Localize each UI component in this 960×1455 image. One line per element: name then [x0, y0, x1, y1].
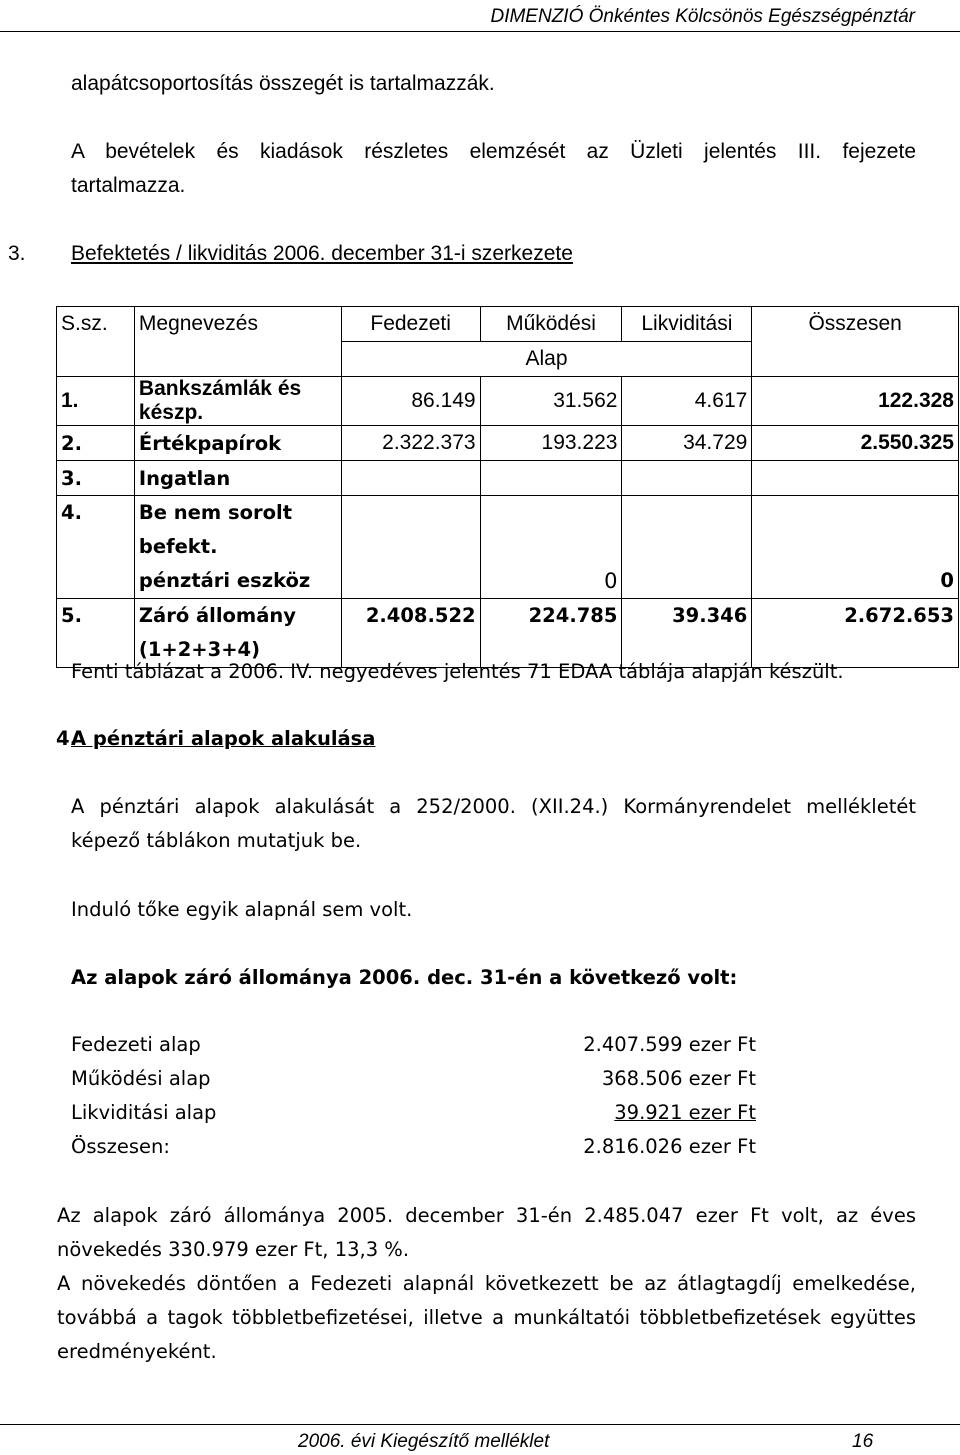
cell-mukodesi: 31.562 [480, 377, 622, 426]
row-no: 3. [57, 461, 135, 496]
fund-amount: 368.506 ezer Ft [601, 1067, 756, 1090]
row-name: Bankszámlák és készp. [134, 377, 341, 426]
intro-line-1: alapátcsoportosítás összegét is tartalmazzák. [71, 72, 495, 95]
page-header [0, 0, 960, 32]
page-number: 16 [852, 1431, 874, 1452]
row-name-line2: pénztári eszköz [138, 569, 311, 592]
cell-likviditasi: 34.729 [622, 426, 752, 461]
table-row [57, 426, 959, 461]
table-row [57, 377, 959, 426]
fund-name: Fedezeti alap [71, 1033, 201, 1056]
row-name: Záró állomány [138, 604, 297, 627]
col-subheader-alap: Alap [341, 342, 752, 377]
cell-fedezeti [341, 496, 480, 599]
cell-osszesen: 2.672.653 [752, 599, 959, 668]
cell-osszesen: 122.328 [752, 377, 959, 426]
row-name-line2: (1+2+3+4) [138, 638, 261, 661]
cell-osszesen [752, 461, 959, 496]
table-note: Fenti táblázat a 2006. IV. negyedéves jelentés 71 EDAA táblája alapján készült. [71, 660, 844, 683]
closing-line-2c: eredményeként. [57, 1340, 217, 1363]
cell-fedezeti: 2.408.522 [341, 599, 480, 668]
row-name: Ingatlan [134, 461, 341, 496]
section4-para1a: A pénztári alapok alakulását a 252/2000. (XII.24.) Kormányrendelet mellékletét [71, 795, 916, 818]
intro-line-2a: A bevételek és kiadások részletes elemzését az Üzleti jelentés III. fejezete [71, 140, 916, 163]
row-no: 2. [57, 426, 135, 461]
table-row [57, 496, 959, 599]
footer-title: 2006. évi Kiegészítő melléklet [298, 1431, 550, 1452]
cell-likviditasi [622, 496, 752, 599]
section3-number: 3. [8, 242, 26, 265]
section4-title: A pénztári alapok alakulása [71, 727, 376, 750]
cell-mukodesi: 224.785 [480, 599, 622, 668]
section4-para2: Induló tőke egyik alapnál sem volt. [71, 898, 413, 921]
row-name-cell [134, 496, 341, 599]
investment-table [56, 306, 959, 668]
col-header-mukodesi: Működési [480, 307, 622, 342]
cell-osszesen: 2.550.325 [752, 426, 959, 461]
list-item [71, 1028, 771, 1062]
cell-likviditasi [622, 461, 752, 496]
cell-fedezeti: 2.322.373 [341, 426, 480, 461]
fund-amount: 39.921 ezer Ft [614, 1101, 756, 1124]
table-row [57, 461, 959, 496]
section4-para1b: képező táblákon mutatjuk be. [71, 829, 362, 852]
row-no: 4. [57, 496, 135, 599]
row-name: Be nem sorolt befekt. [138, 501, 293, 558]
section4-number: 4. [56, 727, 77, 750]
list-item [71, 1062, 771, 1096]
fund-name: Likviditási alap [71, 1101, 217, 1124]
col-header-name: Megnevezés [134, 307, 341, 342]
cell-likviditasi: 4.617 [622, 377, 752, 426]
row-name: Értékpapírok [134, 426, 341, 461]
cell-mukodesi: 193.223 [480, 426, 622, 461]
list-item [71, 1130, 771, 1164]
section4-subheading: Az alapok záró állománya 2006. dec. 31-én a következő volt: [71, 966, 738, 989]
cell-fedezeti: 86.149 [341, 377, 480, 426]
closing-line-2b: továbbá a tagok többletbefizetései, illetve a munkáltatói többletbefizetések együttes [57, 1306, 916, 1329]
footer-rule [0, 1424, 960, 1425]
col-header-no: S.sz. [57, 307, 135, 342]
row-no: 5. [57, 599, 135, 668]
header-title: DIMENZIÓ Önkéntes Kölcsönös Egészségpénztár [490, 6, 915, 27]
cell-fedezeti [341, 461, 480, 496]
col-header-likviditasi: Likviditási [622, 307, 752, 342]
row-no: 1. [57, 377, 135, 426]
cell-mukodesi [480, 461, 622, 496]
fund-amount: 2.816.026 ezer Ft [583, 1135, 756, 1158]
section3-title: Befektetés / likviditás 2006. december 31-i szerkezete [71, 242, 573, 265]
closing-line-2a: A növekedés döntően a Fedezeti alapnál következett be az átlagtagdíj emelkedése, [57, 1272, 916, 1295]
closing-line-1a: Az alapok záró állománya 2005. december 31-én 2.485.047 ezer Ft volt, az éves [57, 1204, 916, 1227]
table-subheader-row [57, 342, 959, 377]
col-header-osszesen: Összesen [752, 307, 959, 342]
list-item [71, 1096, 771, 1130]
table-header-row [57, 307, 959, 342]
closing-line-1b: növekedés 330.979 ezer Ft, 13,3 %. [57, 1238, 410, 1261]
cell-mukodesi: 0 [480, 496, 622, 599]
cell-osszesen: 0 [752, 496, 959, 599]
fund-amount: 2.407.599 ezer Ft [583, 1033, 756, 1056]
intro-line-2b: tartalmazza. [71, 174, 186, 197]
col-header-fedezeti: Fedezeti [341, 307, 480, 342]
header-rule [0, 31, 960, 32]
fund-name: Összesen: [71, 1135, 170, 1158]
fund-name: Működési alap [71, 1067, 211, 1090]
cell-likviditasi: 39.346 [622, 599, 752, 668]
